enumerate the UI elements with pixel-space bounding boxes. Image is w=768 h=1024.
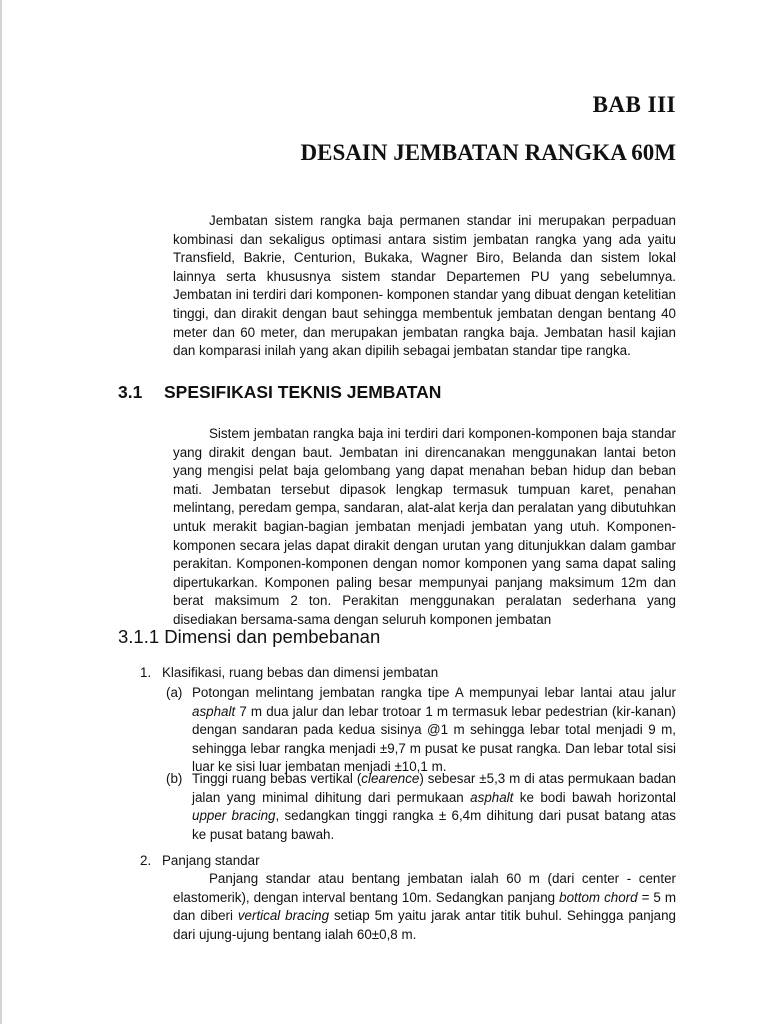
spec-paragraph-text: Sistem jembatan rangka baja ini terdiri dari komponen-komponen baja standar yang dirakit dengan baut. Jembatan ini direncanakan menggunakan lantai beton yang mengisi pelat baja gelombang yang dapat menahan beban hidup dan beban mati. Jembatan tersebut dipasok lengkap termasuk tumpuan karet, penahan melintang, peredam gempa, sandaran, alat-alat kerja dan peralatan yang dibutuhkan untuk merakit bagian-bagian jembatan menjadi jembatan yang utuh. Komponen-komponen secara jelas dapat dirakit dengan urutan yang ditunjukkan dalam gambar perakitan. Komponen-komponen dengan nomor komponen yang sama dapat saling dipertukarkan. Komponen paling besar mempunyai panjang maksimum 12m dan berat maksimum 2 ton. Perakitan menggunakan peralatan sederhana yang disediakan bersama-sama dengan seluruh komponen jembatan xyxy=(173,426,676,627)
page-edge-rule xyxy=(0,0,2,1024)
text-run: = 5 m dan diberi xyxy=(173,889,677,924)
italic-term: asphalt xyxy=(470,789,514,805)
text-run: Potongan melintang jembatan rangka tipe A mempunyai lebar lantai atau jalur xyxy=(192,685,676,700)
list-item-2 xyxy=(140,852,260,871)
sub-item-text xyxy=(192,770,676,844)
subsection-heading-3-1-1: 3.1.1 Dimensi dan pembebanan xyxy=(118,626,381,647)
italic-term: clearence xyxy=(361,771,420,786)
sub-item-label: (a) xyxy=(166,685,183,700)
spec-paragraph xyxy=(173,425,676,630)
intro-paragraph-text: Jembatan sistem rangka baja permanen standar ini merupakan perpaduan kombinasi dan sekaligus optimasi antara sistim jembatan rangka yang ada yaitu Transfield, Bakrie, Centurion, Bukaka, Wagner Biro, Belanda dan sistem lokal lainnya serta khususnya sistem standar Departemen PU yang sebelumnya. Jembatan ini terdiri dari komponen- komponen standar yang dibuat dengan ketelitian tinggi, dan dirakit dengan baut sehingga membentuk jembatan dengan bentang 40 meter dan 60 meter, dan merupakan jembatan rangka baja. Jembatan hasil kajian dan komparasi inilah yang akan dipilih sebagai jembatan standar tipe rangka. xyxy=(173,213,676,359)
sub-item-b xyxy=(166,770,676,844)
text-run: , sedangkan tinggi rangka ± 6,4m dihitung dari pusat batang atas ke pusat batang bawah. xyxy=(192,808,676,842)
sub-item-text xyxy=(192,684,676,777)
italic-term: vertical bracing xyxy=(237,908,330,924)
sub-item-label: (b) xyxy=(166,771,183,786)
italic-term: upper bracing xyxy=(192,808,276,824)
text-run: Tinggi ruang bebas vertikal ( xyxy=(192,771,362,786)
chapter-number: BAB III xyxy=(592,92,676,117)
list-item-1 xyxy=(140,664,438,683)
sub-item-a xyxy=(166,684,676,777)
section-number: 3.1 xyxy=(118,382,143,402)
text-run: Panjang standar atau bentang jembatan ialah 60 m (dari center - center elastomerik), dengan interval bentang 10m. Sedangkan panjang xyxy=(173,871,676,905)
section-title: SPESIFIKASI TEKNIS JEMBATAN xyxy=(164,382,442,402)
intro-paragraph xyxy=(173,212,676,361)
text-run: ke bodi bawah horizontal xyxy=(513,789,676,805)
chapter-title: DESAIN JEMBATAN RANGKA 60M xyxy=(300,140,676,165)
list-number: 1. xyxy=(140,665,152,680)
section-heading-3-1 xyxy=(118,382,441,403)
list-item-label: Klasifikasi, ruang bebas dan dimensi jembatan xyxy=(162,665,439,680)
text-run: ) sebesar ±5,3 m di atas permukaan badan jalan yang minimal dihitung dari permukaan xyxy=(192,771,676,805)
list-number: 2. xyxy=(140,853,152,868)
italic-term: asphalt xyxy=(192,703,236,719)
list-item-label: Panjang standar xyxy=(162,853,260,868)
standard-length-paragraph xyxy=(173,870,676,944)
text-run: 7 m dua jalur dan lebar trotoar 1 m termasuk lebar pedestrian (kir-kanan) dengan sandaran pada kedua sisinya @1 m sehingga lebar total menjadi 9 m, sehingga lebar rangka menjadi ±9,7 m pusat ke pusat rangka. Dan lebar total sisi luar ke sisi luar jembatan menjadi ±10,1 m. xyxy=(192,703,676,775)
italic-term: bottom chord xyxy=(559,889,638,905)
text-run: setiap 5m yaitu jarak antar titik buhul. Sehingga panjang dari ujung-ujung bentang ialah 60±0,8 m. xyxy=(173,908,676,942)
